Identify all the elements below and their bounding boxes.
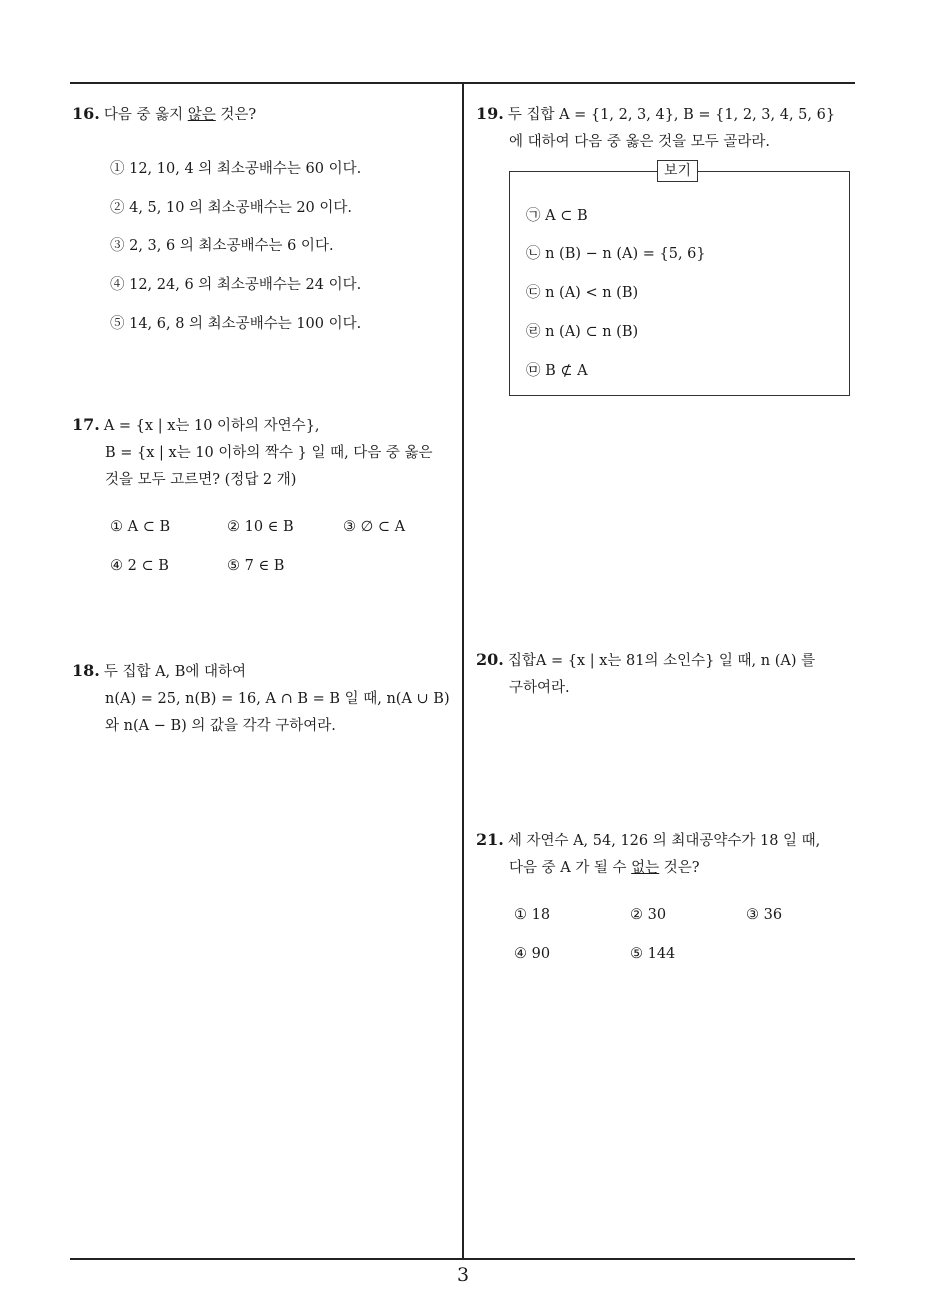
- question-21: [476, 826, 820, 882]
- question-text: n(A) = 25, n(B) = 16, A ∩ B = B 일 때, n(A ∪ B): [105, 691, 450, 707]
- option-3: ③ ∅ ⊂ A: [343, 519, 406, 535]
- bogi-item-2: ㉡ n (B) − n (A) = {5, 6}: [526, 246, 706, 262]
- question-text: 에 대하여 다음 중 옳은 것을 모두 골라라.: [509, 134, 770, 150]
- question-20: [476, 646, 815, 702]
- bogi-title: 보기: [657, 160, 698, 182]
- option-5: ⑤ 14, 6, 8 의 최소공배수는 100 이다.: [110, 316, 362, 332]
- question-17: [72, 411, 433, 494]
- option-4: ④ 12, 24, 6 의 최소공배수는 24 이다.: [110, 277, 362, 293]
- bogi-item-3: ㉢ n (A) < n (B): [526, 285, 639, 301]
- option-3: ③ 2, 3, 6 의 최소공배수는 6 이다.: [110, 238, 334, 254]
- question-18: [72, 657, 450, 740]
- column-divider: [462, 82, 464, 1260]
- question-number: 17.: [72, 415, 100, 434]
- option-5: ⑤ 7 ∈ B: [227, 558, 285, 574]
- question-text: 것은?: [215, 107, 257, 123]
- option-3: ③ 36: [746, 907, 783, 923]
- page-number: 3: [456, 1264, 470, 1286]
- bogi-item-4: ㉣ n (A) ⊂ n (B): [526, 324, 639, 340]
- question-text: 구하여라.: [509, 680, 570, 696]
- question-text: 세 자연수 A, 54, 126 의 최대공약수가 18 일 때,: [507, 833, 821, 849]
- question-text: 두 집합 A, B에 대하여: [103, 664, 247, 680]
- question-text: 것은?: [659, 860, 700, 876]
- question-text: 것을 모두 고르면? (정답 2 개): [105, 472, 297, 488]
- question-number: 21.: [476, 830, 504, 849]
- question-text: 다음 중 A 가 될 수: [509, 860, 632, 876]
- option-1: ① A ⊂ B: [110, 519, 171, 535]
- question-text: B = {x | x는 10 이하의 짝수 } 일 때, 다음 중 옳은: [105, 445, 433, 461]
- option-2: ② 10 ∈ B: [227, 519, 294, 535]
- option-1: ① 12, 10, 4 의 최소공배수는 60 이다.: [110, 161, 362, 177]
- bogi-item-1: ㉠ A ⊂ B: [526, 208, 588, 224]
- question-number: 20.: [476, 650, 504, 669]
- underlined-text: 없는: [631, 860, 660, 876]
- option-5: ⑤ 144: [630, 946, 676, 962]
- question-text: 집합A = {x | x는 81의 소인수} 일 때, n (A) 를: [507, 653, 816, 669]
- question-text: 두 집합 A = {1, 2, 3, 4}, B = {1, 2, 3, 4, 5, 6}: [507, 107, 836, 123]
- bogi-item-5: ㉤ B ⊄ A: [526, 363, 588, 379]
- question-16: [72, 100, 256, 129]
- question-text: 다음 중 옳지: [103, 107, 188, 123]
- option-2: ② 30: [630, 907, 667, 923]
- question-number: 19.: [476, 104, 504, 123]
- option-4: ④ 2 ⊂ B: [110, 558, 169, 574]
- question-text: A = {x | x는 10 이하의 자연수},: [103, 418, 320, 434]
- question-number: 18.: [72, 661, 100, 680]
- question-text: 와 n(A − B) 의 값을 각각 구하여라.: [105, 718, 336, 734]
- underlined-text: 않은: [187, 107, 216, 123]
- question-19: [476, 100, 835, 156]
- option-4: ④ 90: [514, 946, 551, 962]
- bottom-rule: [70, 1258, 855, 1260]
- question-number: 16.: [72, 104, 100, 123]
- option-1: ① 18: [514, 907, 551, 923]
- option-2: ② 4, 5, 10 의 최소공배수는 20 이다.: [110, 200, 353, 216]
